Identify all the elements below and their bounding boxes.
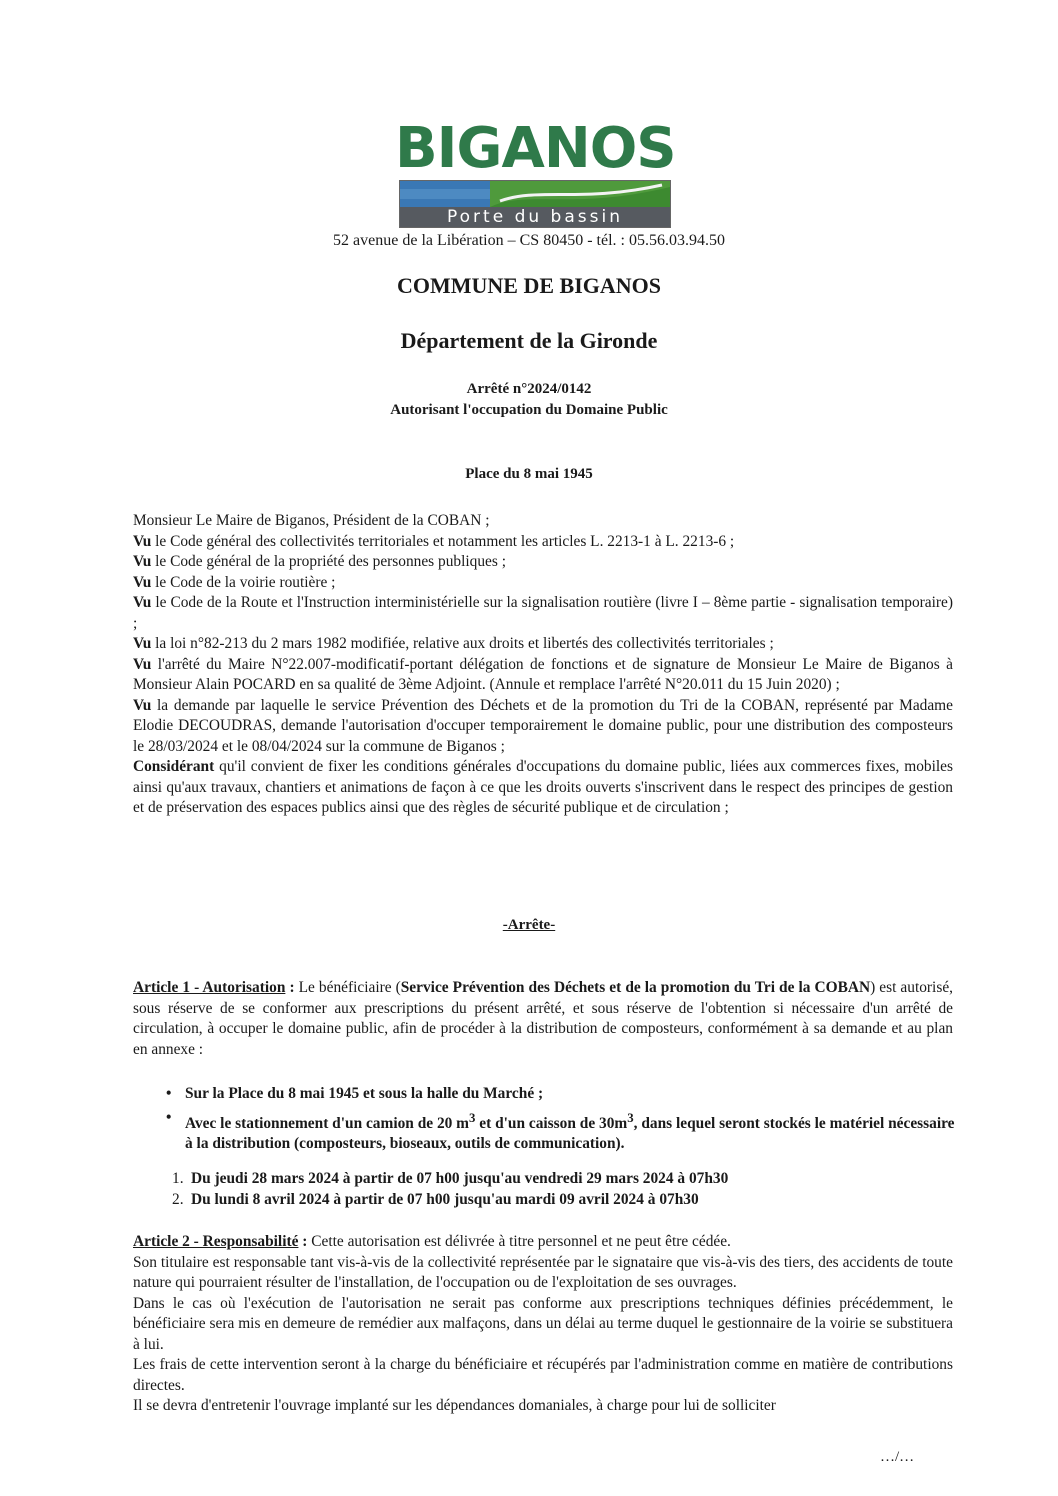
visa-item [133, 532, 953, 553]
address-line: 52 avenue de la Libération – CS 80450 - tél. : 05.56.03.94.50 [333, 232, 725, 249]
article-2-separator: : [298, 1233, 312, 1250]
visa-text: la demande par laquelle le service Prévention des Déchets et de la promotion du Tri de la COBAN, représenté par Madame Elodie DECOUDRAS, demande l'autorisation d'occuper temporairement le domaine public, pour une distribution des composteurs le 28/03/2024 et le 08/04/2024 sur la commune de Biganos ; [133, 696, 953, 755]
article-2-paragraph: Les frais de cette intervention seront à la charge du bénéficiaire et récupérés par l'administration comme en matière de contributions directes. [133, 1356, 953, 1394]
visa-text: l'arrêté du Maire N°22.007-modificatif-portant délégation de fonctions et de signature de Monsieur Le Maire de Biganos à Monsieur Alain POCARD en sa qualité de 3ème Adjoint. (Annule et remplace l'arrêté N°20.011 du 15 Juin 2020) ; [133, 655, 953, 693]
vu-label: Vu [133, 532, 152, 550]
arrete-number: Arrêté n°2024/0142 [466, 381, 592, 397]
visa-item [133, 573, 953, 594]
list-item [162, 1084, 962, 1105]
visa-text: le Code de la voirie routière ; [151, 573, 336, 591]
article-1-paragraph [133, 978, 953, 1060]
arrete-object: Autorisant l'occupation du Domaine Public [390, 402, 668, 418]
considerant-item [133, 757, 953, 819]
vu-label: Vu [133, 573, 152, 591]
vu-label: Vu [133, 594, 152, 611]
article-1-separator: : [285, 979, 299, 996]
article-1-beneficiary: Service Prévention des Déchets et de la promotion du Tri de la COBAN [400, 979, 871, 996]
visa-item [133, 552, 953, 573]
logo-image-band [399, 180, 671, 228]
superscript: 3 [627, 1110, 634, 1125]
list-number: 2. [172, 1190, 184, 1208]
visa-text: le Code de la Route et l'Instruction interministérielle sur la signalisation routière (livre I – 8ème partie - signalisation temporaire) ; [133, 594, 953, 632]
article-2 [133, 1232, 953, 1417]
list-number: 1. [172, 1170, 184, 1187]
vu-label: Vu [133, 655, 152, 673]
vu-label: Vu [133, 553, 152, 570]
list-item [172, 1190, 972, 1211]
list-item [172, 1169, 972, 1190]
bullet-text: Avec le stationnement d'un camion de 20 m [185, 1114, 469, 1132]
place-title: Place du 8 mai 1945 [465, 466, 593, 482]
visa-intro: Monsieur Le Maire de Biganos, Président de la COBAN ; [133, 512, 490, 529]
article-2-text: Cette autorisation est délivrée à titre personnel et ne peut être cédée. [311, 1233, 731, 1250]
continued-marker: …/… [880, 1449, 915, 1465]
date-range-text: Du lundi 8 avril 2024 à partir de 07 h00 jusqu'au mardi 09 avril 2024 à 07h30 [191, 1190, 699, 1208]
arrete-heading: -Arrête- [502, 917, 556, 933]
logo-wordmark: BIGANOS [395, 116, 676, 181]
visa-item [133, 696, 953, 758]
bullet-text: Sur la Place du 8 mai 1945 et sous la halle du Marché ; [185, 1085, 544, 1102]
considerant-text: qu'il convient de fixer les conditions générales d'occupations du domaine public, liées aux commerces fixes, mobiles ainsi qu'aux travaux, chantiers et animations de façon à ce que les droits ouverts s'inscrivent dans le respect des principes de gestion et de préservation des espaces publics ainsi que des règles de sécurité publique et de circulation ; [133, 758, 953, 816]
visa-item [133, 634, 953, 655]
article-1-intro: Le bénéficiaire ( [298, 979, 401, 996]
article-1-date-list [172, 1169, 972, 1210]
visa-text: le Code général des collectivités territoriales et notamment les articles L. 2213-1 à L. 2213-6 ; [151, 532, 735, 550]
biganos-logo [395, 116, 676, 230]
visa-item [133, 593, 953, 634]
superscript: 3 [469, 1110, 476, 1125]
logo-tagline: Porte du bassin [400, 207, 670, 227]
date-range-text: Du jeudi 28 mars 2024 à partir de 07 h00 jusqu'au vendredi 29 mars 2024 à 07h30 [191, 1170, 729, 1187]
bullet-icon: • [166, 1108, 172, 1126]
article-2-first-line [133, 1232, 953, 1253]
article-1 [133, 978, 953, 1060]
article-1-heading: Article 1 - Autorisation [133, 979, 286, 996]
vu-label: Vu [133, 696, 152, 714]
visa-text: la loi n°82-213 du 2 mars 1982 modifiée, relative aux droits et libertés des collectivités territoriales ; [151, 635, 774, 652]
vu-label: Vu [133, 635, 152, 652]
commune-title: COMMUNE DE BIGANOS [396, 273, 661, 298]
visas-block [133, 511, 953, 819]
department-title: Département de la Gironde [400, 328, 658, 353]
bullet-icon: • [166, 1085, 172, 1102]
visa-text: le Code général de la propriété des personnes publiques ; [151, 553, 506, 570]
list-item [162, 1108, 962, 1155]
considerant-label: Considérant [133, 758, 215, 775]
article-1-bullet-list [162, 1084, 962, 1158]
article-2-heading: Article 2 - Responsabilité [133, 1233, 299, 1250]
article-1-text: ) est autorisé, sous réserve de se conformer aux prescriptions du présent arrêté, et sous réserve de l'obtention si nécessaire d'un arrêté de circulation, à occuper le domaine public, afin de procéder à la distribution de composteurs, conformément à sa demande et au plan en annexe : [133, 979, 954, 1058]
bullet-text: et d'un caisson de 30m [475, 1114, 628, 1132]
visa-item [133, 655, 953, 696]
bullet-text: , dans lequel seront stockés le matériel nécessaire à la distribution (composteurs, bioseaux, outils de communication). [185, 1114, 955, 1153]
article-2-paragraph: Il se devra d'entretenir l'ouvrage implanté sur les dépendances domaniales, à charge pour lui de solliciter [133, 1397, 776, 1414]
article-2-paragraph: Son titulaire est responsable tant vis-à-vis de la collectivité représentée par le signataire que vis-à-vis des tiers, des accidents de toute nature qui pourraient résulter de l'installation, de l'occupation ou de l'exploitation de ses ouvrages. [133, 1253, 953, 1291]
article-2-paragraph: Dans le cas où l'exécution de l'autorisation ne serait pas conforme aux prescriptions techniques définies précédemment, le bénéficiaire sera mis en demeure de remédier aux malfaçons, dans un délai au terme duquel le gestionnaire de la voirie se substituera à lui. [133, 1294, 953, 1353]
